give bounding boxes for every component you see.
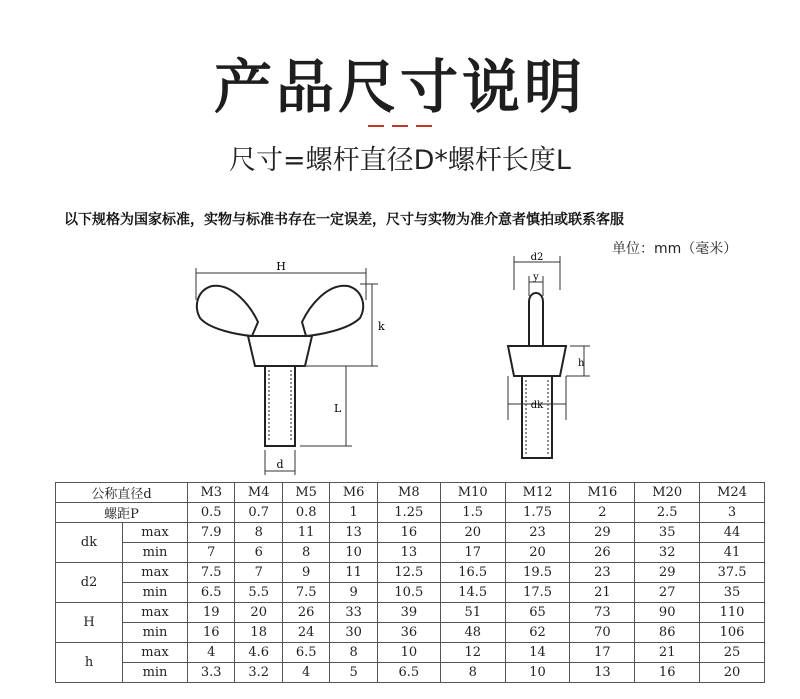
unit-label: 单位：mm（毫米） (612, 241, 738, 257)
pitch-cell: 3 (700, 503, 765, 523)
value-cell: 110 (700, 603, 765, 623)
value-cell: 70 (570, 623, 635, 643)
size-header-cell: M8 (377, 483, 440, 503)
min-label-cell: min (123, 583, 188, 603)
disclaimer-note: 以下规格为国家标准，实物与标准书存在一定误差，尺寸与实物为准介意者慎拍或联系客服 (64, 212, 624, 228)
value-cell: 32 (635, 543, 700, 563)
table-row (56, 623, 765, 643)
size-header-cell: M10 (440, 483, 505, 503)
side-hub (508, 346, 566, 376)
value-cell: 10 (330, 543, 377, 563)
max-label-cell: max (123, 523, 188, 543)
value-cell: 7 (235, 563, 282, 583)
value-cell: 16 (377, 523, 440, 543)
size-header-cell: M3 (188, 483, 235, 503)
pitch-cell: 1.5 (440, 503, 505, 523)
table-row (56, 603, 765, 623)
size-header-cell: M5 (282, 483, 329, 503)
value-cell: 19.5 (505, 563, 570, 583)
value-cell: 23 (505, 523, 570, 543)
value-cell: 62 (505, 623, 570, 643)
pitch-cell: 2 (570, 503, 635, 523)
left-wing (197, 286, 258, 336)
value-cell: 29 (570, 523, 635, 543)
min-label-cell: min (123, 663, 188, 683)
front-dimensions (196, 268, 378, 475)
side-dimensions (508, 256, 590, 420)
value-cell: 6.5 (282, 643, 329, 663)
pitch-cell: 1.25 (377, 503, 440, 523)
table-row (56, 543, 765, 563)
value-cell: 14.5 (440, 583, 505, 603)
value-cell: 16 (635, 663, 700, 683)
size-header-cell: M24 (700, 483, 765, 503)
param-cell: d2 (56, 563, 123, 603)
value-cell: 12 (440, 643, 505, 663)
pitch-cell: 1 (330, 503, 377, 523)
value-cell: 16.5 (440, 563, 505, 583)
table-row (56, 503, 765, 523)
value-cell: 7 (188, 543, 235, 563)
value-cell: 35 (700, 583, 765, 603)
label-dk: dk (530, 400, 544, 411)
size-header-cell: M20 (635, 483, 700, 503)
pitch-cell: 0.7 (235, 503, 282, 523)
value-cell: 51 (440, 603, 505, 623)
value-cell: 21 (570, 583, 635, 603)
value-cell: 8 (235, 523, 282, 543)
pitch-cell: 0.5 (188, 503, 235, 523)
value-cell: 37.5 (700, 563, 765, 583)
hub (248, 336, 312, 366)
value-cell: 18 (235, 623, 282, 643)
value-cell: 30 (330, 623, 377, 643)
value-cell: 17.5 (505, 583, 570, 603)
max-label-cell: max (123, 563, 188, 583)
value-cell: 3.3 (188, 663, 235, 683)
value-cell: 27 (635, 583, 700, 603)
label-y: y (533, 272, 539, 283)
pitch-cell: 1.75 (505, 503, 570, 523)
value-cell: 4 (188, 643, 235, 663)
value-cell: 26 (282, 603, 329, 623)
value-cell: 41 (700, 543, 765, 563)
value-cell: 8 (440, 663, 505, 683)
param-cell: dk (56, 523, 123, 563)
value-cell: 4.6 (235, 643, 282, 663)
value-cell: 13 (377, 543, 440, 563)
label-L: L (334, 402, 342, 415)
value-cell: 21 (635, 643, 700, 663)
table-row (56, 663, 765, 683)
value-cell: 11 (330, 563, 377, 583)
table-row (56, 523, 765, 543)
value-cell: 44 (700, 523, 765, 543)
value-cell: 8 (282, 543, 329, 563)
value-cell: 11 (282, 523, 329, 543)
value-cell: 7.9 (188, 523, 235, 543)
value-cell: 5 (330, 663, 377, 683)
value-cell: 106 (700, 623, 765, 643)
min-label-cell: min (123, 623, 188, 643)
page-title: 产品尺寸说明 (213, 53, 586, 121)
value-cell: 33 (330, 603, 377, 623)
table-row (56, 563, 765, 583)
value-cell: 26 (570, 543, 635, 563)
label-d: d (276, 458, 284, 471)
value-cell: 6 (235, 543, 282, 563)
value-cell: 29 (635, 563, 700, 583)
value-cell: 17 (440, 543, 505, 563)
table-header-row (56, 483, 765, 503)
label-H: H (276, 260, 286, 273)
size-header-cell: M16 (570, 483, 635, 503)
header-label-cell: 公称直径d (56, 483, 188, 503)
right-wing (302, 286, 363, 336)
value-cell: 10 (505, 663, 570, 683)
value-cell: 20 (440, 523, 505, 543)
size-header-cell: M12 (505, 483, 570, 503)
value-cell: 20 (235, 603, 282, 623)
value-cell: 13 (570, 663, 635, 683)
max-label-cell: max (123, 643, 188, 663)
value-cell: 20 (505, 543, 570, 563)
value-cell: 10 (377, 643, 440, 663)
spec-table (55, 482, 765, 683)
pitch-cell: 2.5 (635, 503, 700, 523)
value-cell: 9 (330, 583, 377, 603)
value-cell: 8 (330, 643, 377, 663)
size-header-cell: M4 (235, 483, 282, 503)
label-h: h (578, 358, 585, 369)
max-label-cell: max (123, 603, 188, 623)
pitch-cell: 0.8 (282, 503, 329, 523)
min-label-cell: min (123, 543, 188, 563)
value-cell: 23 (570, 563, 635, 583)
param-cell: h (56, 643, 123, 683)
value-cell: 16 (188, 623, 235, 643)
pitch-label-cell: 螺距P (56, 503, 188, 523)
value-cell: 7.5 (188, 563, 235, 583)
value-cell: 4 (282, 663, 329, 683)
label-d2: d2 (530, 252, 544, 263)
value-cell: 35 (635, 523, 700, 543)
value-cell: 20 (700, 663, 765, 683)
param-cell: H (56, 603, 123, 643)
value-cell: 6.5 (188, 583, 235, 603)
value-cell: 48 (440, 623, 505, 643)
value-cell: 6.5 (377, 663, 440, 683)
value-cell: 5.5 (235, 583, 282, 603)
label-k: k (378, 320, 385, 333)
value-cell: 24 (282, 623, 329, 643)
value-cell: 25 (700, 643, 765, 663)
value-cell: 39 (377, 603, 440, 623)
value-cell: 13 (330, 523, 377, 543)
value-cell: 7.5 (282, 583, 329, 603)
value-cell: 3.2 (235, 663, 282, 683)
value-cell: 12.5 (377, 563, 440, 583)
page-subtitle: 尺寸=螺杆直径D*螺杆长度L (229, 145, 571, 176)
value-cell: 86 (635, 623, 700, 643)
value-cell: 9 (282, 563, 329, 583)
side-view (508, 293, 566, 458)
value-cell: 36 (377, 623, 440, 643)
value-cell: 19 (188, 603, 235, 623)
table-row (56, 643, 765, 663)
value-cell: 10.5 (377, 583, 440, 603)
side-wing (529, 293, 543, 346)
value-cell: 17 (570, 643, 635, 663)
value-cell: 14 (505, 643, 570, 663)
size-header-cell: M6 (330, 483, 377, 503)
table-row (56, 583, 765, 603)
value-cell: 73 (570, 603, 635, 623)
value-cell: 65 (505, 603, 570, 623)
value-cell: 90 (635, 603, 700, 623)
